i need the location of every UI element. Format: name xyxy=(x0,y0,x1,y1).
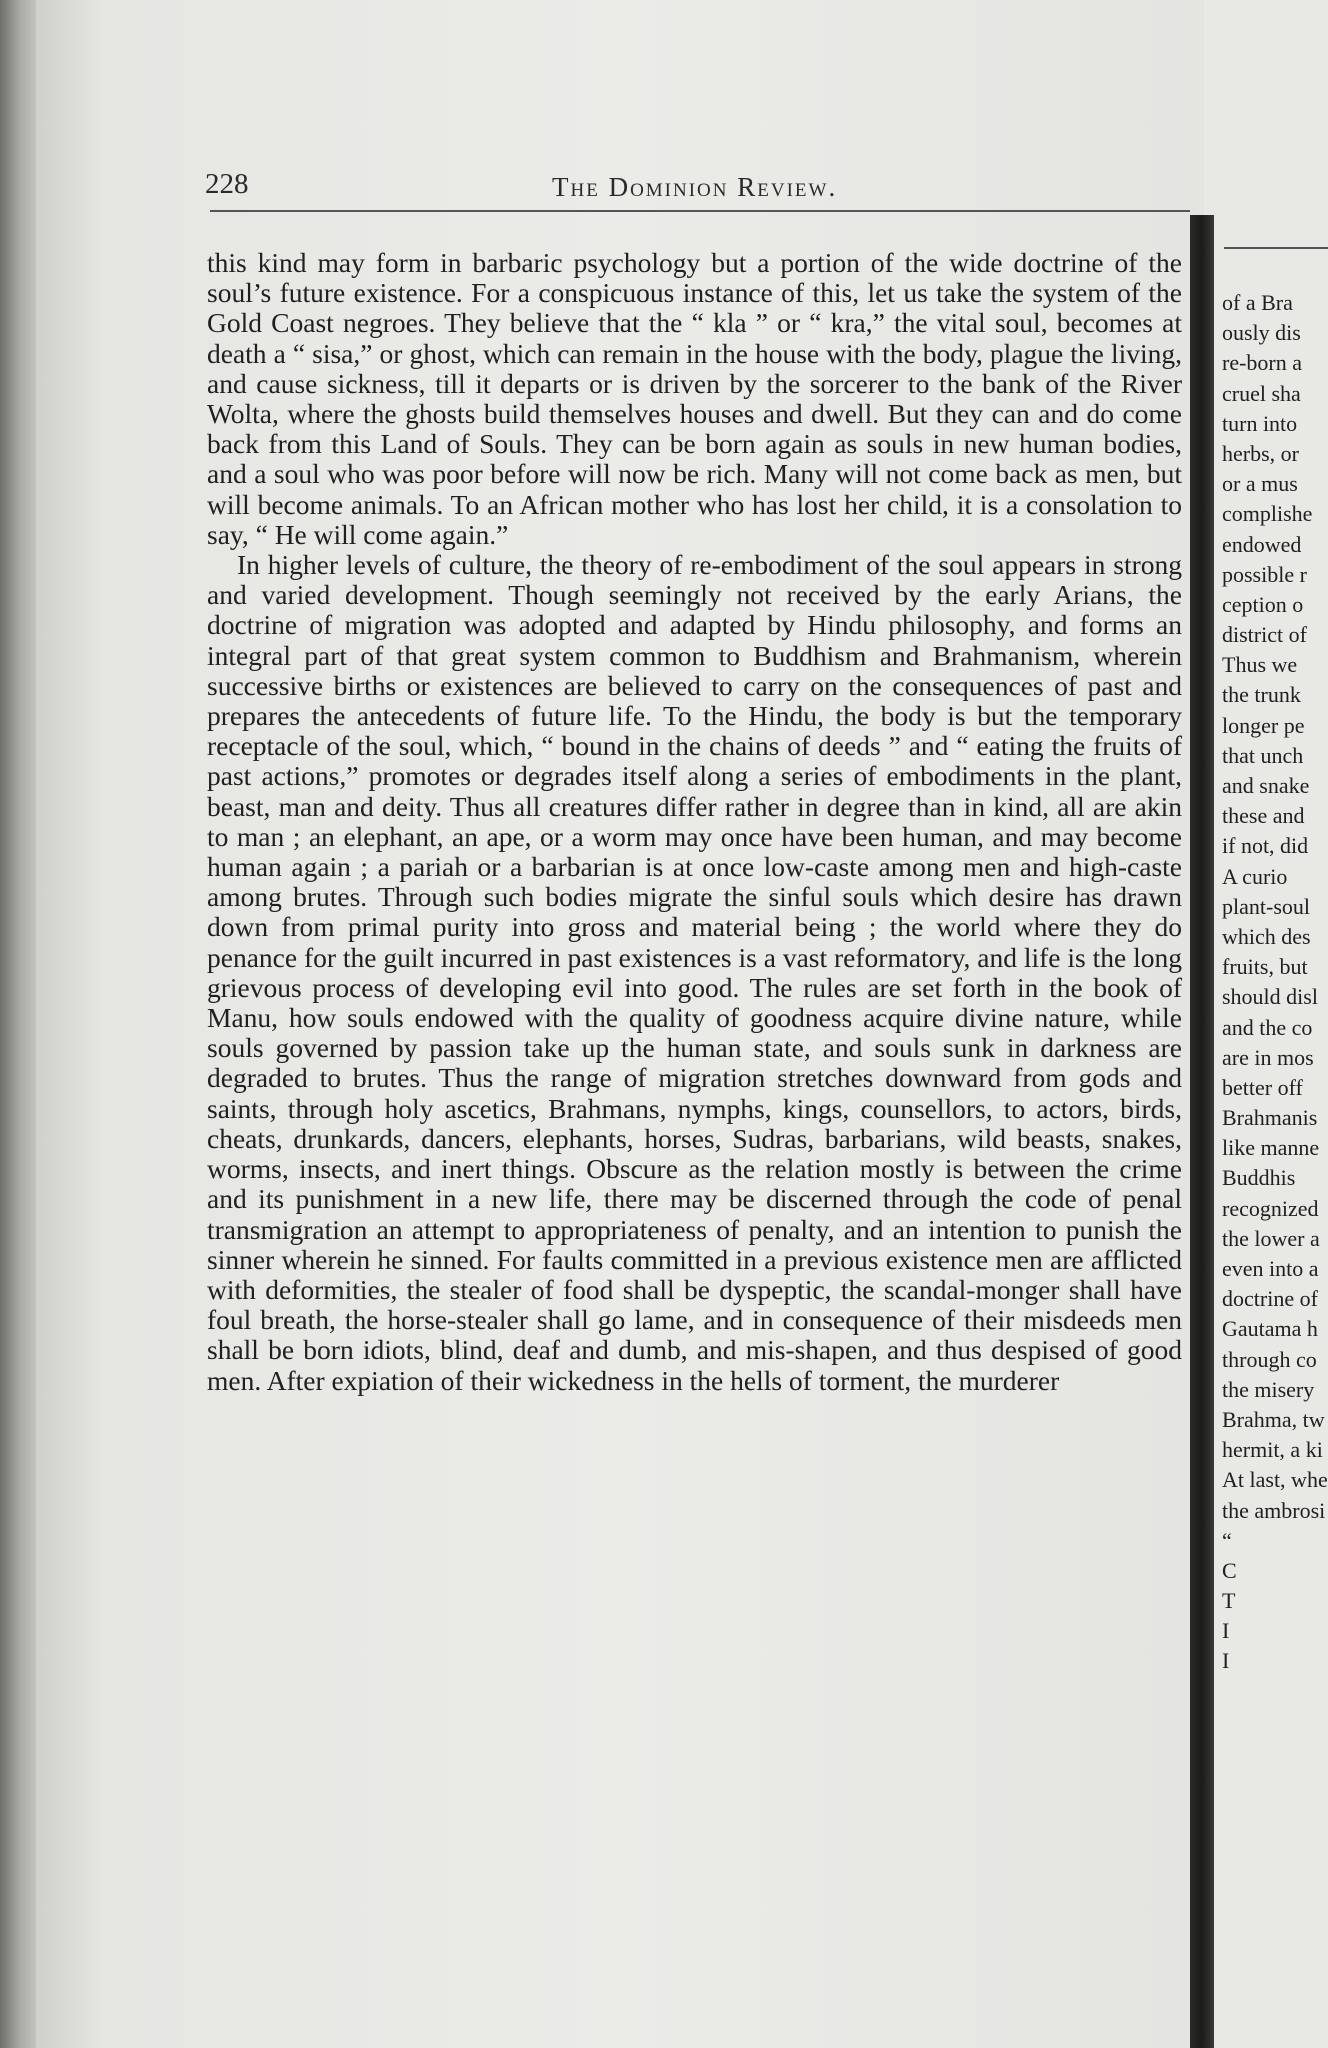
right-page-line: plant-soul xyxy=(1222,893,1310,919)
right-page-line: Buddhis xyxy=(1222,1165,1296,1191)
page-number: 228 xyxy=(205,168,249,200)
right-page-line: and snake xyxy=(1222,773,1310,798)
right-page-line: the trunk xyxy=(1222,682,1301,708)
right-page-line: Thus we xyxy=(1222,652,1298,678)
right-page-line: complishe xyxy=(1222,501,1313,527)
right-page-line: that unch xyxy=(1222,742,1304,768)
right-page-line: through co xyxy=(1222,1346,1317,1372)
right-page-header-rule xyxy=(1224,247,1328,249)
right-page-line: I xyxy=(1222,1618,1230,1644)
right-page-line: which des xyxy=(1222,923,1311,949)
right-page-line: longer pe xyxy=(1222,712,1305,738)
right-page-line: if not, did xyxy=(1222,833,1309,859)
right-page-line: cruel sha xyxy=(1222,380,1301,406)
right-page-line: “ xyxy=(1222,1527,1232,1553)
right-page-line: endowed xyxy=(1222,531,1302,557)
right-page-line: I xyxy=(1222,1648,1230,1674)
header-rule xyxy=(210,210,1190,212)
right-page-line: recognized xyxy=(1222,1195,1319,1221)
right-page-line: or a mus xyxy=(1222,471,1298,497)
book-gutter xyxy=(1190,215,1214,2048)
right-page-line: fruits, but xyxy=(1222,954,1308,980)
right-page-line: better off xyxy=(1222,1074,1303,1100)
right-page-line: A curio xyxy=(1222,863,1288,889)
right-page-line: turn into xyxy=(1222,410,1298,436)
right-page-line: Brahma, tw xyxy=(1222,1406,1325,1432)
right-page-line: even into a xyxy=(1222,1256,1319,1281)
right-page-line: ception o xyxy=(1222,591,1304,617)
right-page-line: these and xyxy=(1222,803,1305,829)
right-page-line: hermit, a ki xyxy=(1222,1437,1323,1463)
right-page-text-fragments xyxy=(1222,288,1328,1677)
right-page-line: are in mos xyxy=(1222,1044,1314,1070)
right-page-line: re-born a xyxy=(1222,350,1303,376)
running-head: The Dominion Review. xyxy=(552,172,838,202)
right-page-line: the ambrosi xyxy=(1222,1497,1326,1523)
right-page-line: the lower a xyxy=(1222,1225,1320,1251)
right-page-line: like manne xyxy=(1222,1135,1320,1161)
right-page-line: Brahmanis xyxy=(1222,1105,1318,1131)
right-page-line: the misery xyxy=(1222,1376,1315,1402)
right-page-line: should disl xyxy=(1222,984,1318,1010)
right-page-line: doctrine of xyxy=(1222,1286,1318,1312)
paragraph: In higher levels of culture, the theory of re-embodiment of the soul appears in strong and varied development. Though seemingly not received by the early Arians, the doctrine of migration was adopted and adapted by Hindu philosophy, and forms an integral part of that great system common to Buddhism and Brahmanism, wherein successive births or existences are believed to carry on the consequences of past and prepares the antecedents of future life. To the Hindu, the body is but the temporary receptacle of the soul, which, “ bound in the chains of deeds ” and “ eating the fruits of past actions,” promotes or degrades itself along a series of embodiments in the plant, beast, man and deity. Thus all creatures differ rather in degree than in kind, all are akin to man ; an elephant, an ape, or a worm may once have been human, and may become human again ; a pariah or a barbarian is at once low-caste among men and high-caste among brutes. Through such bodies migrate the sinful souls which desire has drawn down from primal purity into gross and material being ; the world where they do penance for the guilt incurred in past existences is a vast reformatory, and life is the long grievous process of developing evil into good. The rules are set forth in the book of Manu, how souls endowed with the quality of goodness acquire divine nature, while souls governed by passion take up the human state, and souls sunk in darkness are degraded to brutes. Thus the range of migration stretches downward from gods and saints, through holy ascetics, Brahmans, nymphs, kings, counsellors, to actors, birds, cheats, drunkards, dancers, elephants, horses, Sudras, barbarians, wild beasts, snakes, worms, insects, and inert things. Obscure as the relation mostly is between the crime and its punishment in a new life, there may be discerned through the code of penal transmigration an attempt to appropriateness of penalty, and an intention to punish the sinner wherein he sinned. For faults committed in a previous existence men are afflicted with deformities, the stealer of food shall be dyspeptic, the scandal-monger shall have foul breath, the horse-stealer shall go lame, and in consequence of their misdeeds men shall be born idiots, blind, deaf and dumb, and mis-shapen, and thus despised of good men. After expiation of their wickedness in the hells of torment, the murderer xyxy=(207,549,1182,1396)
main-text-column xyxy=(207,248,1182,1396)
right-page-line: herbs, or xyxy=(1222,440,1299,466)
right-page-line: ously dis xyxy=(1222,320,1301,346)
right-page-line: district of xyxy=(1222,622,1307,648)
right-page-line: At last, whe xyxy=(1222,1467,1328,1493)
right-page-line: C xyxy=(1222,1557,1237,1583)
paragraph: this kind may form in barbaric psychology but a portion of the wide doctrine of the soul’s future existence. For a conspicuous instance of this, let us take the system of the Gold Coast negroes. They believe that the “ kla ” or “ kra,” the vital soul, becomes at death a “ sisa,” or ghost, which can remain in the house with the body, plague the living, and cause sickness, till it departs or is driven by the sorcerer to the bank of the River Wolta, where the ghosts build themselves houses and dwell. But they can and do come back from this Land of Souls. They can be born again as souls in new human bodies, and a soul who was poor before will now be rich. Many will not come back as men, but will become animals. To an African mother who has lost her child, it is a consolation to say, “ He will come again.” xyxy=(207,247,1182,550)
right-page-line: and the co xyxy=(1222,1014,1313,1040)
right-page-line: Gautama h xyxy=(1222,1316,1318,1342)
right-page-line: of a Bra xyxy=(1222,290,1293,315)
right-page-line: T xyxy=(1222,1588,1236,1614)
right-page-line: possible r xyxy=(1222,561,1307,587)
